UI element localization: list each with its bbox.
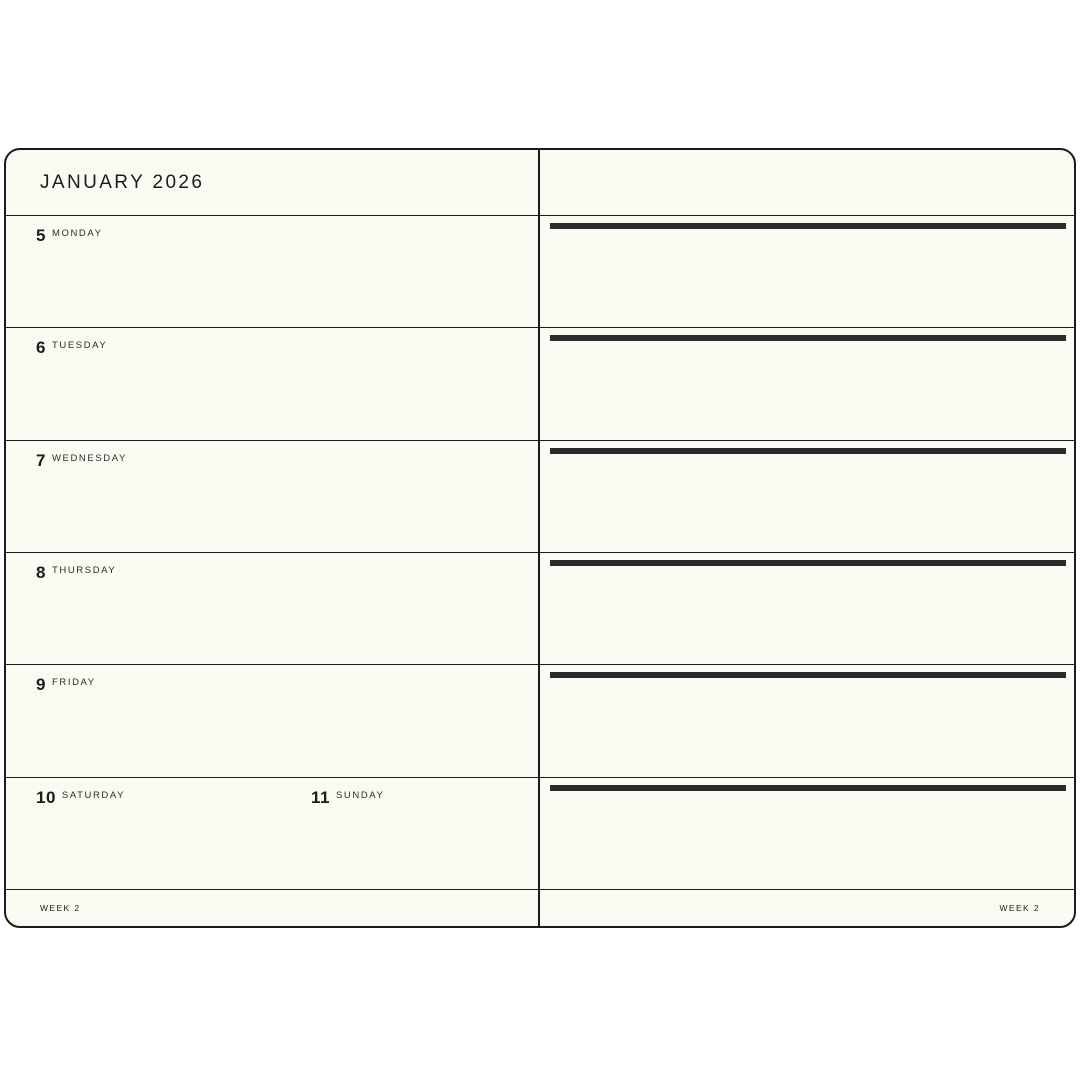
day-row-friday[interactable] bbox=[6, 665, 538, 777]
day-number: 6 bbox=[36, 338, 46, 358]
day-cell-saturday[interactable] bbox=[36, 788, 287, 889]
day-rows bbox=[6, 216, 538, 890]
right-page bbox=[540, 150, 1074, 926]
day-number: 8 bbox=[36, 562, 46, 582]
ruled-notes-area bbox=[540, 216, 1074, 890]
left-page-footer bbox=[6, 890, 538, 926]
day-entry bbox=[36, 338, 107, 358]
rule-spacer bbox=[540, 566, 1074, 664]
day-entry bbox=[36, 451, 127, 471]
ruled-block[interactable] bbox=[540, 778, 1074, 890]
day-row-monday[interactable] bbox=[6, 216, 538, 328]
day-entry bbox=[36, 563, 116, 583]
day-name: THURSDAY bbox=[51, 564, 117, 576]
ruled-block[interactable] bbox=[540, 328, 1074, 440]
ruled-block[interactable] bbox=[540, 441, 1074, 553]
rule-spacer bbox=[540, 678, 1074, 776]
rule-spacer bbox=[540, 341, 1074, 439]
day-number: 10 bbox=[36, 787, 56, 807]
left-page bbox=[6, 150, 540, 926]
week-label: WEEK 2 bbox=[999, 903, 1040, 913]
day-number: 11 bbox=[311, 787, 330, 807]
day-name: SATURDAY bbox=[61, 789, 126, 801]
month-header bbox=[6, 150, 538, 216]
day-name: SUNDAY bbox=[335, 789, 385, 801]
week-label: WEEK 2 bbox=[40, 903, 81, 913]
day-name: TUESDAY bbox=[51, 340, 108, 352]
day-entry bbox=[311, 788, 384, 808]
ruled-block[interactable] bbox=[540, 553, 1074, 665]
right-page-header bbox=[540, 150, 1074, 216]
ruled-block[interactable] bbox=[540, 665, 1074, 777]
day-entry bbox=[36, 675, 96, 695]
ruled-block[interactable] bbox=[540, 216, 1074, 328]
day-row-thursday[interactable] bbox=[6, 553, 538, 665]
day-row-wednesday[interactable] bbox=[6, 441, 538, 553]
day-row-tuesday[interactable] bbox=[6, 328, 538, 440]
day-number: 7 bbox=[36, 450, 46, 470]
day-entry bbox=[36, 788, 125, 808]
rule-spacer bbox=[540, 229, 1074, 327]
right-page-footer bbox=[540, 890, 1074, 926]
rule-spacer bbox=[540, 791, 1074, 889]
day-number: 9 bbox=[36, 675, 46, 695]
page-title: JANUARY 2026 bbox=[40, 171, 205, 193]
day-name: FRIDAY bbox=[51, 677, 96, 689]
day-entry bbox=[36, 226, 103, 246]
planner-spread bbox=[4, 148, 1076, 928]
day-row-weekend[interactable] bbox=[6, 778, 538, 890]
day-cell-sunday[interactable] bbox=[287, 788, 538, 889]
rule-spacer bbox=[540, 454, 1074, 552]
day-name: WEDNESDAY bbox=[51, 452, 127, 464]
day-name: MONDAY bbox=[51, 228, 103, 239]
day-number: 5 bbox=[36, 226, 46, 245]
